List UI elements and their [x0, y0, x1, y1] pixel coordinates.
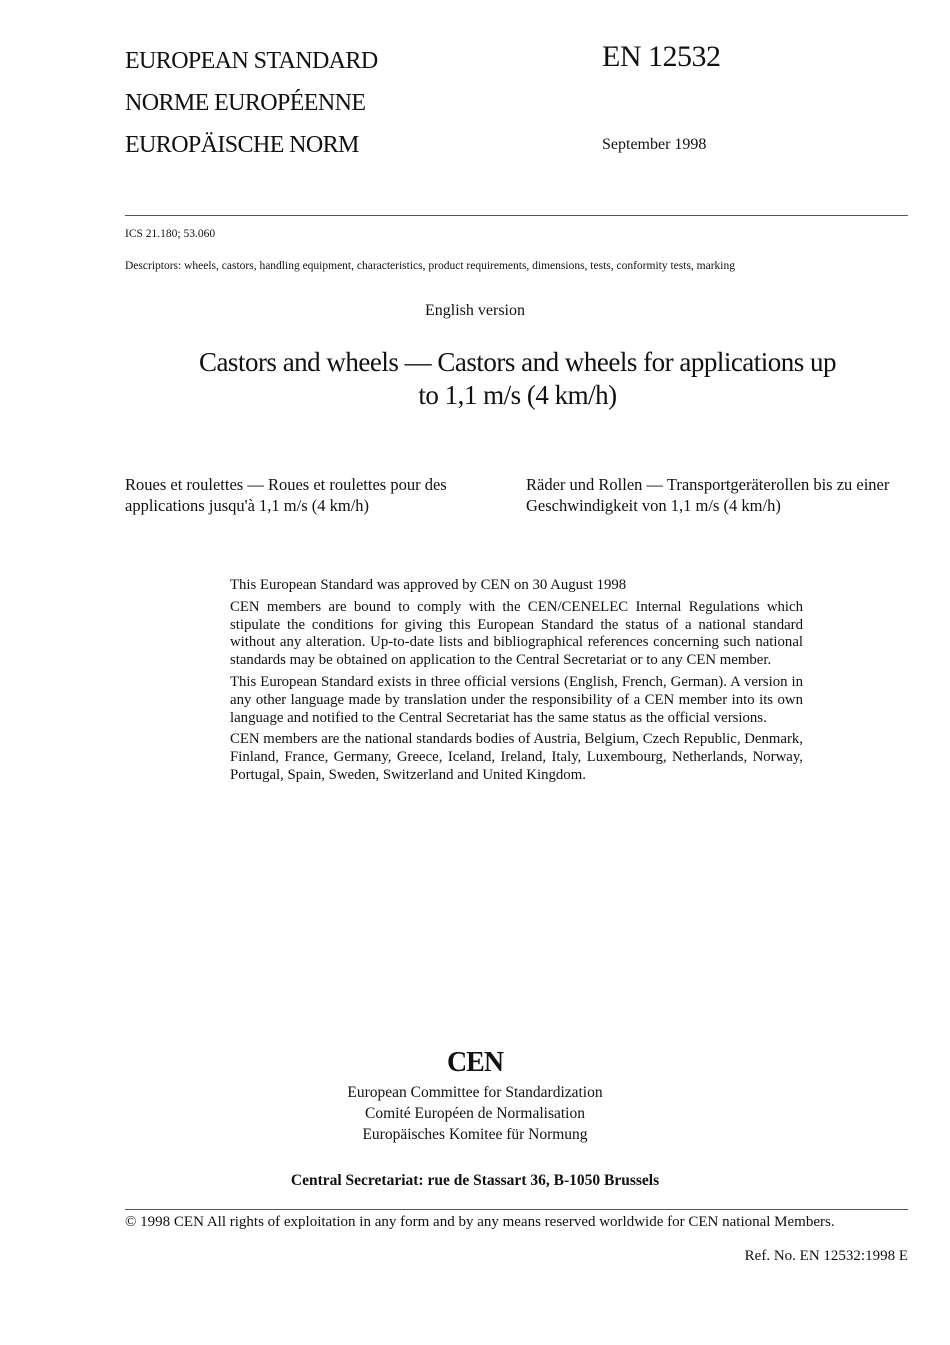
cen-name-fr: Comité Européen de Normalisation [365, 1105, 585, 1122]
document-title [140, 346, 895, 412]
publication-date: September 1998 [602, 136, 707, 153]
footer-divider [125, 1209, 908, 1210]
header-line-fr: NORME EUROPÉENNE [125, 90, 366, 116]
cen-name-de: Europäisches Komitee für Normung [362, 1126, 588, 1143]
header-line-en: EUROPEAN STANDARD [125, 48, 378, 74]
header-line-de: EUROPÄISCHE NORM [125, 132, 359, 158]
title-line-2: to 1,1 m/s (4 km/h) [418, 380, 617, 410]
cen-logo: CEN [446, 1047, 504, 1078]
french-title: Roues et roulettes — Roues et roulettes pour des applications jusqu'à 1,1 m/s (4 km/h) [125, 475, 447, 515]
ics-code: ICS 21.180; 53.060 [125, 228, 216, 240]
approval-paragraph: CEN members are bound to comply with the CEN/CENELEC Internal Regulations which stipulate the conditions for giving this European Standard the status of a national standard without any alteration. Up-to-date lists and bibliographical references concerning such national standards may be obtained on application to the Central Secretariat or to any CEN member. [230, 598, 803, 669]
title-line-1: Castors and wheels — Castors and wheels for applications up [198, 347, 837, 377]
standard-number: EN 12532 [602, 40, 721, 73]
approval-paragraph: This European Standard exists in three official versions (English, French, German). A version in any other language made by translation under the responsibility of a CEN member into its own language and notified to the Central Secretariat has the same status as the official versions. [230, 673, 803, 726]
central-secretariat: Central Secretariat: rue de Stassart 36, B-1050 Brussels [290, 1172, 660, 1189]
reference-number: Ref. No. EN 12532:1998 E [744, 1248, 908, 1264]
approval-text [230, 577, 803, 789]
descriptors: Descriptors: wheels, castors, handling equipment, characteristics, product requirements, dimensions, tests, conformity tests, marking [125, 260, 735, 272]
header-divider [125, 215, 908, 216]
german-title: Räder und Rollen — Transportgeräterollen bis zu einer Geschwindigkeit von 1,1 m/s (4 km/h) [526, 475, 890, 515]
approval-paragraph: This European Standard was approved by CEN on 30 August 1998 [230, 577, 627, 593]
cen-name-en: European Committee for Standardization [347, 1084, 603, 1101]
version-label: English version [425, 302, 525, 319]
approval-paragraph: CEN members are the national standards bodies of Austria, Belgium, Czech Republic, Denmark, Finland, France, Germany, Greece, Iceland, Ireland, Italy, Luxembourg, Netherlands, Norway, Portugal, Spain, Sweden, Switzerland and United Kingdom. [230, 731, 803, 783]
copyright-notice: © 1998 CEN All rights of exploitation in any form and by any means reserved worldwide for CEN national Members. [125, 1214, 835, 1230]
